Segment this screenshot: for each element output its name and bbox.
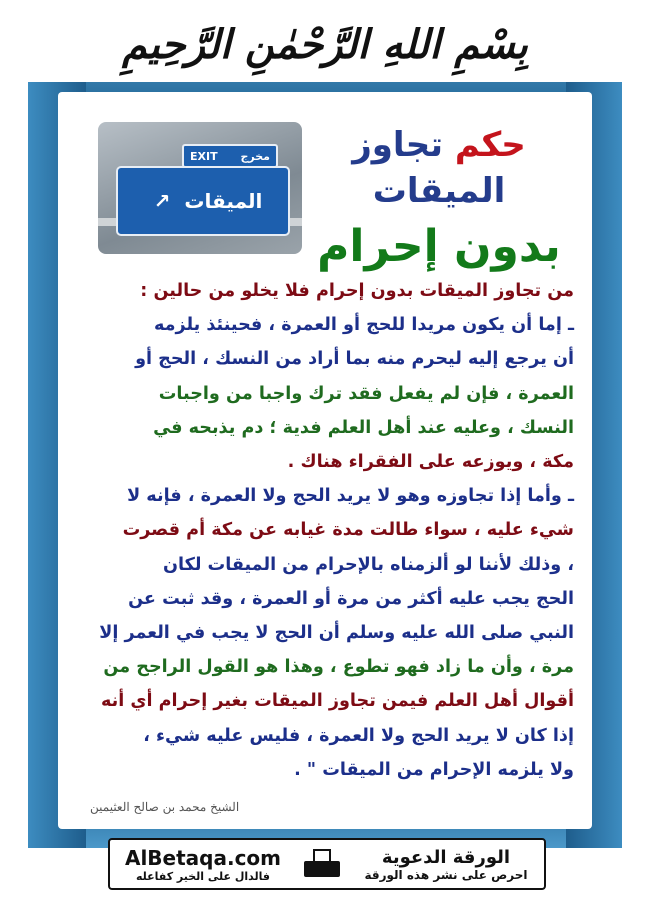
- title-part-1: حكم: [454, 125, 526, 165]
- arrow-up-right-icon: ↗: [153, 189, 171, 213]
- basmala-header: [0, 6, 650, 82]
- page-title: [308, 122, 570, 272]
- printer-icon: [304, 849, 340, 879]
- body-line: مكة ، ويوزعه على الفقراء هناك .: [287, 452, 574, 473]
- main-sign-panel: [116, 166, 290, 236]
- printer-icon-wrap: [296, 849, 348, 879]
- body-line: ولا يلزمه الإحرام من الميقات " .: [294, 759, 574, 780]
- footer-title-block: [348, 847, 544, 882]
- body-line: ـ إما أن يكون مريدا للحج أو العمرة ، فحينئذ يلزمه: [153, 315, 574, 336]
- body-line: ـ وأما إذا تجاوزه وهو لا يريد الحج ولا العمرة ، فإنه لا: [127, 486, 574, 507]
- body-line: ، وذلك لأننا لو ألزمناه بالإحرام من الميقات لكان: [162, 554, 574, 575]
- exit-label: EXIT: [190, 149, 218, 163]
- body-line: النبي صلى الله عليه وسلم أن الحج لا يجب في العمر إلا: [99, 623, 574, 644]
- site-tagline: فالدال على الخير كفاعله: [135, 869, 271, 883]
- site-link[interactable]: AlBetaqa.com: [124, 845, 282, 870]
- body-line: شيء عليه ، سواء طالت مدة غيابه عن مكة أم قصرت: [122, 520, 574, 541]
- sign-main-text: الميقات: [184, 189, 263, 213]
- miqat-sign-image: [98, 122, 302, 254]
- body-line: إذا كان لا يريد الحج ولا العمرة ، فليس عليه شيء ،: [143, 725, 574, 746]
- author-signature: الشيخ محمد بن صالح العثيمين: [90, 800, 240, 814]
- footer-site-block: [110, 846, 296, 883]
- exit-tab: [182, 144, 278, 168]
- body-line: الحج يجب عليه أكثر من مرة أو العمرة ، وقد ثبت عن: [128, 588, 574, 609]
- footer-banner: [108, 838, 546, 890]
- body-line: مرة ، وأن ما زاد فهو تطوع ، وهذا هو القول الراجح من: [103, 657, 574, 678]
- exit-arabic-label: مخرج: [240, 149, 270, 163]
- footer-note: احرص على نشر هذه الورقة: [364, 867, 528, 882]
- footer-title: الورقة الدعوية: [381, 846, 511, 868]
- article-body: [76, 274, 574, 787]
- body-line: أن يرجع إليه ليحرم منه بما أراد من النسك ، الحج أو: [135, 349, 574, 370]
- title-line-1: [308, 122, 570, 214]
- title-line-2: بدون إحرام: [317, 221, 561, 272]
- body-line: النسك ، وعليه عند أهل العلم فدية ؛ دم يذبحه في: [153, 417, 574, 438]
- body-line: من تجاوز الميقات بدون إحرام فلا يخلو من حالين :: [140, 281, 574, 301]
- basmala-calligraphy: بِسْمِ اللهِ الرَّحْمٰنِ الرَّحِيمِ: [122, 20, 528, 68]
- title-part-2: تجاوز الميقات: [352, 125, 506, 211]
- body-line: أقوال أهل العلم فيمن تجاوز الميقات بغير إحرام أي أنه: [100, 691, 574, 712]
- body-line: العمرة ، فإن لم يفعل فقد ترك واجبا من واجبات: [158, 383, 574, 404]
